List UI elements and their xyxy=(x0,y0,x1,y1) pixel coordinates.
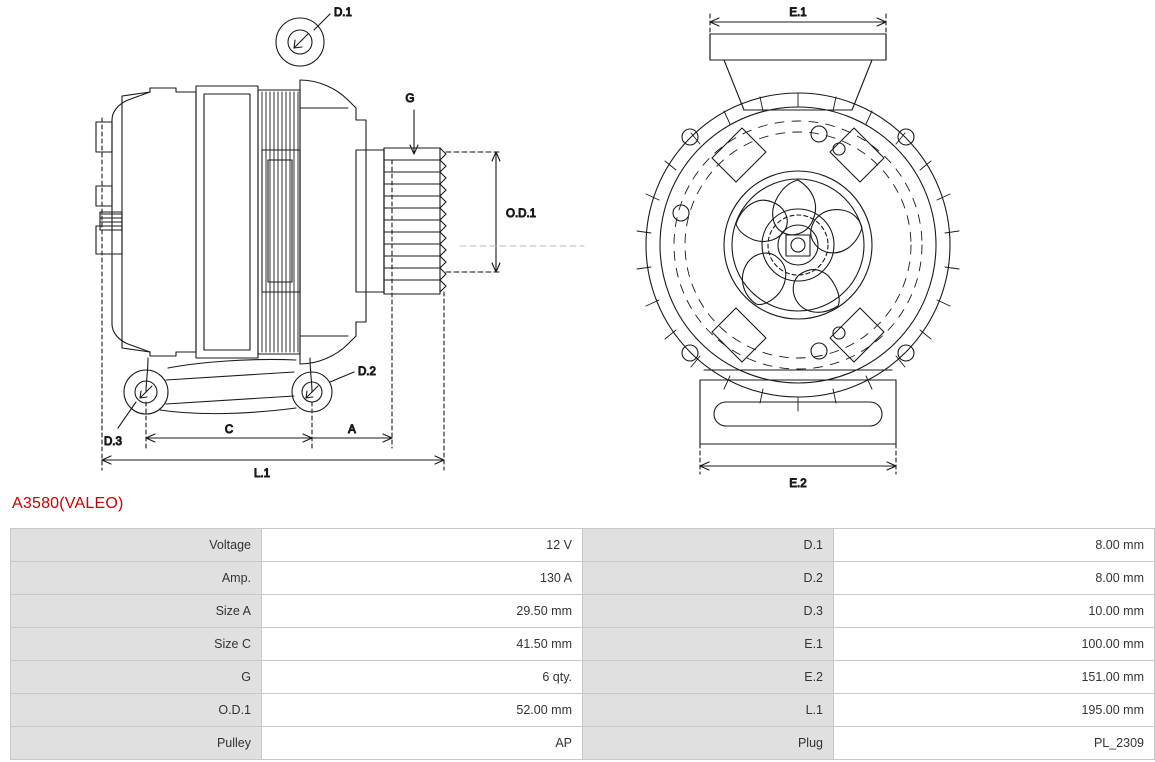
spec-label: D.2 xyxy=(583,562,834,595)
table-row xyxy=(11,661,1155,694)
g-callout xyxy=(406,93,418,154)
spec-label: Amp. xyxy=(11,562,262,595)
label-d1: D.1 xyxy=(334,7,352,19)
spec-label: D.3 xyxy=(583,595,834,628)
spec-value: 100.00 mm xyxy=(834,628,1155,661)
spec-value: 29.50 mm xyxy=(262,595,583,628)
spec-value: 41.50 mm xyxy=(262,628,583,661)
spec-label: Size A xyxy=(11,595,262,628)
spec-label: Pulley xyxy=(11,727,262,760)
table-row xyxy=(11,562,1155,595)
spec-label: Voltage xyxy=(11,529,262,562)
spec-value: 12 V xyxy=(262,529,583,562)
label-od1: O.D.1 xyxy=(506,208,537,220)
spec-value: PL_2309 xyxy=(834,727,1155,760)
spec-label: Size C xyxy=(11,628,262,661)
spec-label: D.1 xyxy=(583,529,834,562)
spec-label: G xyxy=(11,661,262,694)
a-dimension xyxy=(312,160,392,448)
spec-label: L.1 xyxy=(583,694,834,727)
label-d3: D.3 xyxy=(104,436,122,448)
label-e1: E.1 xyxy=(789,7,807,19)
od1-dimension xyxy=(446,152,536,272)
specifications-table xyxy=(10,528,1155,760)
spec-value: 8.00 mm xyxy=(834,529,1155,562)
fan-blades xyxy=(736,180,862,312)
spec-value: 195.00 mm xyxy=(834,694,1155,727)
table-row xyxy=(11,595,1155,628)
spec-value: 8.00 mm xyxy=(834,562,1155,595)
e2-dimension xyxy=(700,444,896,490)
side-view-alternator xyxy=(96,80,446,414)
page-title: A3580(VALEO) xyxy=(12,495,124,512)
spec-label: Plug xyxy=(583,727,834,760)
label-g: G xyxy=(405,93,415,105)
d2-callout xyxy=(330,366,376,382)
table-row xyxy=(11,727,1155,760)
spec-value: 130 A xyxy=(262,562,583,595)
label-c: C xyxy=(224,424,234,436)
spec-value: 6 qty. xyxy=(262,661,583,694)
label-l1: L.1 xyxy=(254,468,270,480)
label-d2: D.2 xyxy=(358,366,376,378)
d1-callout xyxy=(276,7,352,66)
front-view-alternator xyxy=(637,34,959,444)
spec-label: E.1 xyxy=(583,628,834,661)
spec-label: O.D.1 xyxy=(11,694,262,727)
spec-value: 10.00 mm xyxy=(834,595,1155,628)
spec-value: AP xyxy=(262,727,583,760)
label-a: A xyxy=(348,424,356,436)
label-e2: E.2 xyxy=(789,478,807,490)
table-row xyxy=(11,529,1155,562)
spec-label: E.2 xyxy=(583,661,834,694)
e1-dimension xyxy=(710,7,886,34)
d3-callout xyxy=(104,402,136,448)
table-row xyxy=(11,694,1155,727)
spec-value: 52.00 mm xyxy=(262,694,583,727)
spec-value: 151.00 mm xyxy=(834,661,1155,694)
table-row xyxy=(11,628,1155,661)
